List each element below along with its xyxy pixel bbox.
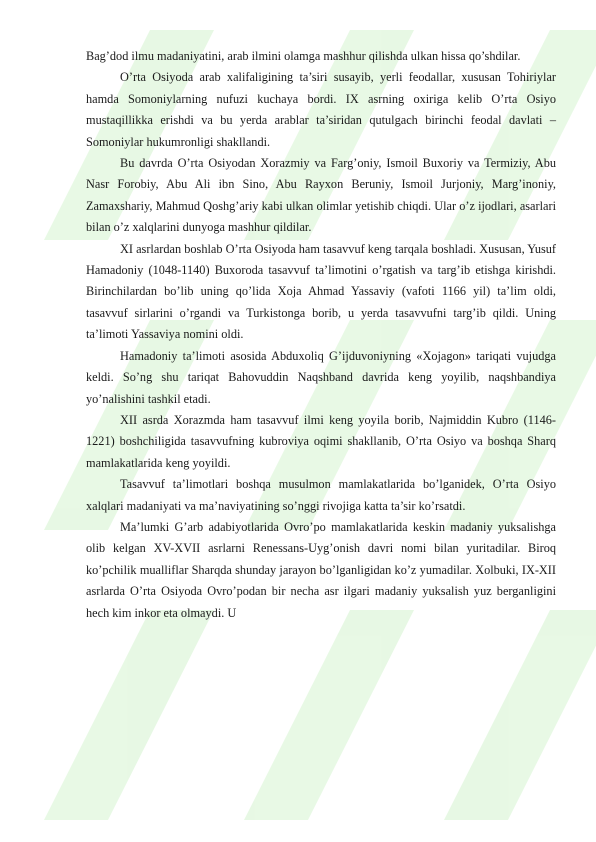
paragraph-1: Bag’dod ilmu madaniyatini, arab ilmini olamga mashhur qilishda ulkan hissa qo’shdilar. — [86, 49, 521, 63]
paragraph-4: XI asrlardan boshlab O’rta Osiyoda ham tasavvuf keng tarqala boshladi. Xususan, Yusuf Hamadoniy (1048-1140) Buxoroda tasavvuf ta’limotini o’rgatish va targ’ib etishga kirishdi. Birinchilardan bo’lib uning qo’lida Xoja Ahmad Yassaviy (vafoti 1166 yil) ta’lim oldi, tasavvuf sirlarini o’rgandi va Turkistonga borib, u yerda tasavvufni targ’ib qildi. Uning ta’limoti Yassaviya nomini oldi. — [86, 241, 556, 342]
paragraph-3: Bu davrda O’rta Osiyodan Xorazmiy va Farg’oniy, Ismoil Buxoriy va Termiziy, Abu Nasr Forobiy, Abu Ali ibn Sino, Abu Rayxon Beruniy, Ismoil Jurjoniy, Marg’inoniy, Zamaxshariy, Mahmud Qoshg’ariy kabi ulkan olimlar yetishib chiqdi. Ular o’z ijodlari, asarlari bilan o’z xalqlarini dunyoga mashhur qildilar. — [86, 156, 556, 235]
paragraph-8: Ma’lumki G’arb adabiyotlarida Ovro’po mamlakatlarida keskin madaniy yuksalishga olib kelgan XV-XVII asrlarni Renessans-Uyg’onish davri nomi bilan yuritadilar. Biroq ko’pchilik mualliflar Sharqda shunday jarayon bo’lganligidan ko’z yumadilar. Xolbuki, IX-XII asrlarda O’rta Osiyoda Ovro’podan bir necha asr ilgari madaniy yuksalish yuz berganligini hech kim inkor eta olmaydi. U — [86, 519, 556, 620]
paragraph-5: Hamadoniy ta’limoti asosida Abduxoliq G’ijduvoniyning «Xojagon» tariqati vujudga keldi. So’ng shu tariqat Bahovuddin Naqshband davrida keng yoyilib, naqshbandiya yo’nalishini tashkil etadi. — [86, 348, 556, 406]
paragraph-2: O’rta Osiyoda arab xalifaligining ta’siri susayib, yerli feodallar, xususan Tohiriylar hamda Somoniylarning nufuzi kuchaya bordi. IX asrning oxiriga kelib O’rta Osiyo mustaqillikka erishdi va bu yerda arablar ta’siridan qutulgach birinchi feodal davlati – Somoniylar hukumronligi shakllandi. — [86, 70, 556, 149]
document-body — [86, 46, 556, 624]
paragraph-7: Tasavvuf ta’limotlari boshqa musulmon mamlakatlarida bo’lganidek, O’rta Osiyo xalqlari madaniyati va ma’naviyatining so’nggi rivojiga katta ta’sir ko’rsatdi. — [86, 477, 556, 513]
paragraph-6: XII asrda Xorazmda ham tasavvuf ilmi keng yoyila borib, Najmiddin Kubro (1146-1221) boshchiligida tasavvufning kubroviya oqimi shakllanib, O’rta Osiyo va boshqa Sharq mamlakatlarida keng yoyildi. — [86, 412, 556, 470]
